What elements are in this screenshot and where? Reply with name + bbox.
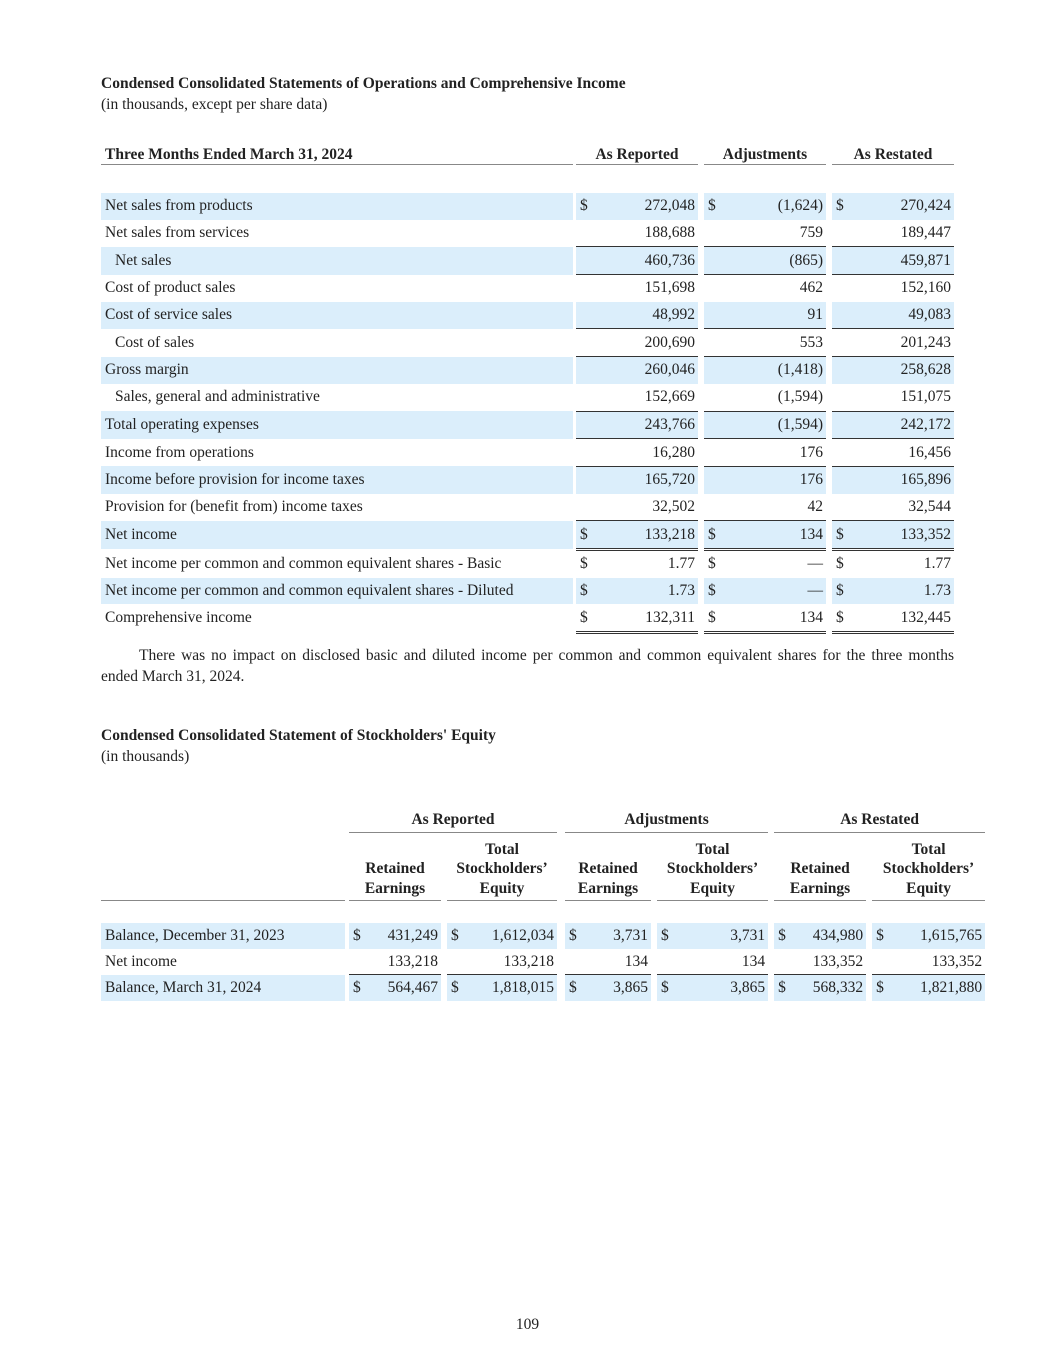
table-row [101,578,954,605]
dollar-sign: $ [451,926,459,944]
value-cell: 152,669 [601,384,698,411]
row-label: Net sales from products [101,193,573,220]
table-row [101,275,954,302]
dollar-sign [832,275,857,302]
group-header: As Restated [774,810,985,832]
dollar-sign: $ [576,193,601,220]
value-cell: 132,311 [601,604,698,632]
row-label: Sales, general and administrative [115,388,320,406]
value-cell: 134 [565,949,651,975]
total-equity-header: Total Stockholders’ Equity [447,832,557,901]
value-cell: $ 3,731 [565,923,651,949]
dollar-sign: $ [832,521,857,550]
dollar-sign: $ [451,979,459,997]
table-row [101,302,954,329]
value-cell: 134 [729,604,826,632]
header-adjustments: Adjustments [704,140,826,165]
dollar-sign: $ [704,604,729,632]
row-label: Cost of sales [115,333,195,351]
value-cell: (1,594) [729,411,826,439]
value-cell: 272,048 [601,193,698,220]
equity-title: Condensed Consolidated Statement of Stockholders' Equity [101,727,496,744]
header-as-reported: As Reported [576,140,698,165]
table-row [101,439,954,467]
row-label: Cost of service sales [101,302,573,329]
table-row [101,466,954,493]
table-row [101,329,954,357]
value-cell: 258,628 [857,357,954,384]
row-label: Comprehensive income [105,609,252,627]
value-cell: (865) [729,247,826,275]
value-cell: $ 434,980 [774,923,866,949]
dollar-sign: $ [708,555,716,573]
dollar-sign [576,466,601,493]
value-cell: $ 3,865 [657,975,768,1001]
dollar-sign [576,275,601,302]
table-row [101,949,985,975]
dollar-sign [832,357,857,384]
dollar-sign: $ [876,926,884,944]
dollar-sign [832,247,857,275]
group-header: As Reported [349,810,557,832]
table-row [101,975,985,1001]
value-cell: 189,447 [857,220,954,247]
table-row [101,357,954,384]
value-cell: — [807,555,823,573]
dollar-sign [832,494,857,521]
value-cell: 1.73 [857,578,954,605]
value-cell: 553 [729,329,826,357]
dollar-sign [576,357,601,384]
value-cell: $ 1,821,880 [872,975,985,1001]
page-number: 109 [515,1316,540,1333]
dollar-sign [704,329,729,357]
value-cell: 132,445 [857,604,954,632]
dollar-sign [704,384,729,411]
dollar-sign [832,439,857,467]
value-cell: (1,594) [729,384,826,411]
row-label: Net income [105,952,177,970]
table-row [101,384,954,411]
value-cell: $ 568,332 [774,975,866,1001]
retained-earnings-header: Retained Earnings [774,832,866,901]
value-cell: $ 3,731 [657,923,768,949]
value-cell: 133,218 [349,949,441,975]
table-row [101,604,954,632]
row-label: Net sales [101,247,573,275]
value-cell: $ 431,249 [349,923,441,949]
table-row [101,521,954,550]
header-as-restated: As Restated [832,140,954,165]
value-cell: 270,424 [857,193,954,220]
dollar-sign: $ [661,926,669,944]
value-cell: 176 [729,466,826,493]
value-cell: 459,871 [857,247,954,275]
dollar-sign [832,329,857,357]
value-cell: $ 1,612,034 [447,923,557,949]
dollar-sign [832,302,857,329]
value-cell: 176 [729,439,826,467]
dollar-sign [576,411,601,439]
value-cell: 133,352 [872,949,985,975]
value-cell: $ 1,818,015 [447,975,557,1001]
value-cell: 1.77 [667,555,695,573]
value-cell: 1.73 [601,578,698,605]
value-cell: 91 [729,302,826,329]
value-cell: 243,766 [601,411,698,439]
value-cell: 42 [729,494,826,521]
dollar-sign: $ [353,926,361,944]
value-cell: 1.77 [923,555,951,573]
total-equity-header: Total Stockholders’ Equity [657,832,768,901]
row-label: Net income per common and common equivalent shares - Diluted [101,578,573,605]
equity-subtitle: (in thousands) [101,748,190,765]
row-label: Income before provision for income taxes [101,466,573,493]
dollar-sign: $ [576,521,601,550]
value-cell: 460,736 [601,247,698,275]
dollar-sign: $ [778,926,786,944]
value-cell: 48,992 [601,302,698,329]
value-cell: 49,083 [857,302,954,329]
value-cell: 133,218 [447,949,557,975]
value-cell: 188,688 [601,220,698,247]
dollar-sign: $ [704,521,729,550]
value-cell: 133,352 [774,949,866,975]
dollar-sign: $ [569,926,577,944]
value-cell: (1,624) [729,193,826,220]
dollar-sign [832,384,857,411]
operations-title: Condensed Consolidated Statements of Operations and Comprehensive Income [101,75,626,92]
retained-earnings-header: Retained Earnings [349,832,441,901]
dollar-sign: $ [832,193,857,220]
group-header: Adjustments [565,810,768,832]
value-cell: 151,698 [644,279,695,297]
restatement-note: There was no impact on disclosed basic and diluted income per common and common equivalent shares for the three months ended March 31, 2024. [101,647,954,685]
value-cell: 260,046 [601,357,698,384]
value-cell: $ 1,615,765 [872,923,985,949]
row-label: Provision for (benefit from) income taxes [105,498,363,516]
value-cell: 152,160 [900,279,951,297]
dollar-sign [704,439,729,467]
table-row [101,549,954,577]
operations-subtitle: (in thousands, except per share data) [101,96,328,113]
row-label: Net income per common and common equivalent shares - Basic [105,554,502,572]
dollar-sign [576,302,601,329]
table-row [101,193,954,220]
row-label: Income from operations [105,443,254,461]
value-cell: 462 [799,279,823,297]
dollar-sign [704,275,729,302]
value-cell: 134 [657,949,768,975]
dollar-sign [704,247,729,275]
dollar-sign [832,220,857,247]
value-cell: — [729,578,826,605]
dollar-sign [832,466,857,493]
dollar-sign: $ [836,555,844,573]
value-cell: 133,352 [857,521,954,550]
dollar-sign [576,494,601,521]
row-label: Balance, December 31, 2023 [101,923,345,949]
value-cell: 134 [729,521,826,550]
total-equity-header: Total Stockholders’ Equity [872,832,985,901]
value-cell: 200,690 [601,329,698,357]
row-label: Cost of product sales [105,279,236,297]
table-row [101,220,954,247]
dollar-sign: $ [569,979,577,997]
value-cell: 165,720 [601,466,698,493]
operations-table [101,140,954,634]
dollar-sign: $ [704,193,729,220]
dollar-sign: $ [576,604,601,632]
table-row [101,247,954,275]
dollar-sign: $ [876,979,884,997]
dollar-sign: $ [704,578,729,605]
dollar-sign [576,439,601,467]
value-cell: 242,172 [857,411,954,439]
dollar-sign: $ [580,555,588,573]
row-label: Gross margin [101,357,573,384]
value-cell: 32,502 [601,494,698,521]
equity-table [101,810,985,1001]
dollar-sign: $ [576,578,601,605]
dollar-sign [576,247,601,275]
row-label: Net income [101,521,573,550]
dollar-sign [576,329,601,357]
value-cell: 16,456 [857,439,954,467]
row-label: Total operating expenses [101,411,573,439]
dollar-sign [704,302,729,329]
row-label: Balance, March 31, 2024 [101,975,345,1001]
dollar-sign [704,220,729,247]
value-cell: $ 3,865 [565,975,651,1001]
value-cell: 151,075 [857,384,954,411]
dollar-sign [704,494,729,521]
value-cell: (1,418) [729,357,826,384]
dollar-sign: $ [832,578,857,605]
value-cell: 201,243 [857,329,954,357]
value-cell: 16,280 [601,439,698,467]
value-cell: 133,218 [601,521,698,550]
dollar-sign: $ [353,979,361,997]
dollar-sign [576,384,601,411]
dollar-sign [704,357,729,384]
value-cell: 165,896 [857,466,954,493]
dollar-sign [576,220,601,247]
header-period: Three Months Ended March 31, 2024 [101,140,573,165]
table-row [101,923,985,949]
retained-earnings-header: Retained Earnings [565,832,651,901]
dollar-sign: $ [832,604,857,632]
value-cell: 759 [729,220,826,247]
table-row [101,494,954,521]
dollar-sign [704,466,729,493]
dollar-sign [832,411,857,439]
dollar-sign: $ [661,979,669,997]
table-row [101,411,954,439]
value-cell: $ 564,467 [349,975,441,1001]
value-cell: 32,544 [857,494,954,521]
row-label: Net sales from services [105,224,250,242]
dollar-sign: $ [778,979,786,997]
dollar-sign [704,411,729,439]
